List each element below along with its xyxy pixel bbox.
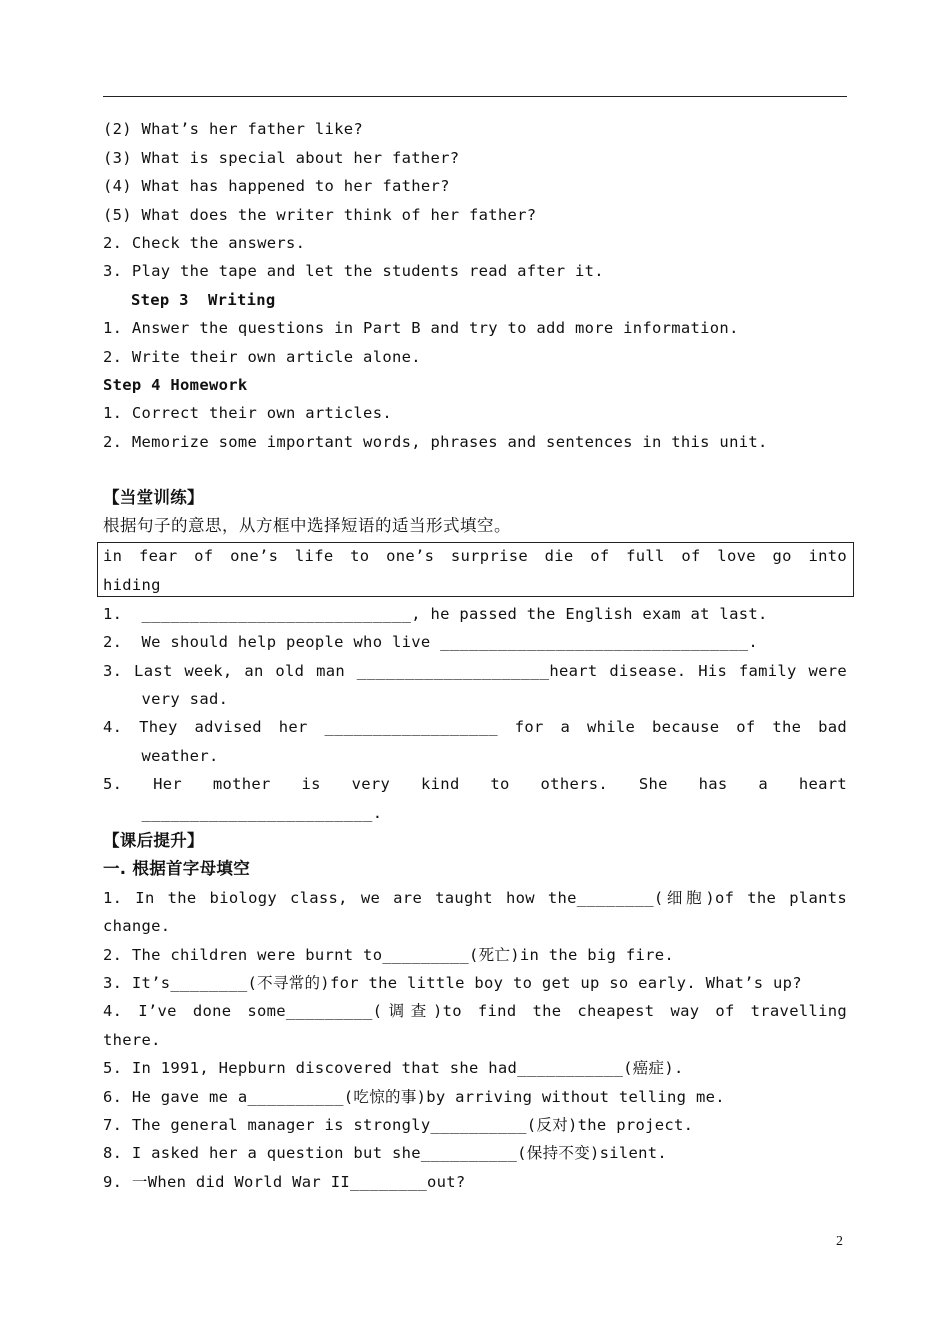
after-section-title: 一. 根据首字母填空 (103, 859, 251, 878)
phrase-box-line: in fear of one’s life to one’s surprise die of full of love go into (103, 547, 847, 565)
after-question-cont: change. (103, 917, 171, 935)
after-question: 1. In the biology class, we are taught how the________(细胞)of the plants (103, 889, 847, 907)
question-4: (4) What has happened to her father? (103, 177, 450, 195)
after-question: 2. The children were burnt to_________(死亡)in the big fire. (103, 946, 674, 964)
after-class-title: 【课后提升】 (103, 831, 204, 850)
step-item: 3. Play the tape and let the students read after it. (103, 262, 604, 280)
page-number: 2 (836, 1234, 843, 1249)
question-2: (2) What’s her father like? (103, 120, 364, 138)
step3-item: 1. Answer the questions in Part B and try to add more information. (103, 319, 739, 337)
practice-question: 4. They advised her __________________ for a while because of the bad (103, 718, 847, 736)
practice-question-cont: ________________________. (103, 804, 383, 822)
practice-question: 5. Her mother is very kind to others. She has a heart (103, 775, 847, 793)
practice-question: 2. We should help people who live ________________________________. (103, 633, 758, 651)
practice-question-cont: weather. (103, 747, 219, 765)
practice-instruction: 根据句子的意思，从方框中选择短语的适当形式填空。 (103, 516, 511, 535)
after-question: 8. I asked her a question but she__________(保持不变)silent. (103, 1144, 668, 1162)
after-question: 4. I’ve done some_________(调查)to find the cheapest way of travelling (103, 1002, 847, 1020)
step3-title: Step 3 Writing (131, 291, 276, 309)
practice-question-cont: very sad. (103, 690, 229, 708)
after-question: 7. The general manager is strongly__________(反对)the project. (103, 1116, 694, 1134)
after-question-cont: there. (103, 1031, 161, 1049)
question-5: (5) What does the writer think of her father? (103, 206, 537, 224)
after-question: 9. 一When did World War II________out? (103, 1173, 466, 1191)
step4-title: Step 4 Homework (103, 376, 248, 394)
practice-question: 3. Last week, an old man ____________________heart disease. His family were (103, 662, 847, 680)
after-question: 6. He gave me a__________(吃惊的事)by arriving without telling me. (103, 1088, 725, 1106)
after-question: 3. It’s________(不寻常的)for the little boy to get up so early. What’s up? (103, 974, 802, 992)
after-question: 5. In 1991, Hepburn discovered that she had___________(癌症). (103, 1059, 684, 1077)
step3-item: 2. Write their own article alone. (103, 348, 421, 366)
step-item: 2. Check the answers. (103, 234, 306, 252)
practice-title: 【当堂训练】 (103, 488, 204, 507)
header-rule (103, 96, 847, 97)
practice-question: 1. ____________________________, he passed the English exam at last. (103, 605, 768, 623)
question-3: (3) What is special about her father? (103, 149, 460, 167)
step4-item: 2. Memorize some important words, phrases and sentences in this unit. (103, 433, 768, 451)
step4-item: 1. Correct their own articles. (103, 404, 392, 422)
phrase-box-line: hiding (103, 576, 161, 594)
